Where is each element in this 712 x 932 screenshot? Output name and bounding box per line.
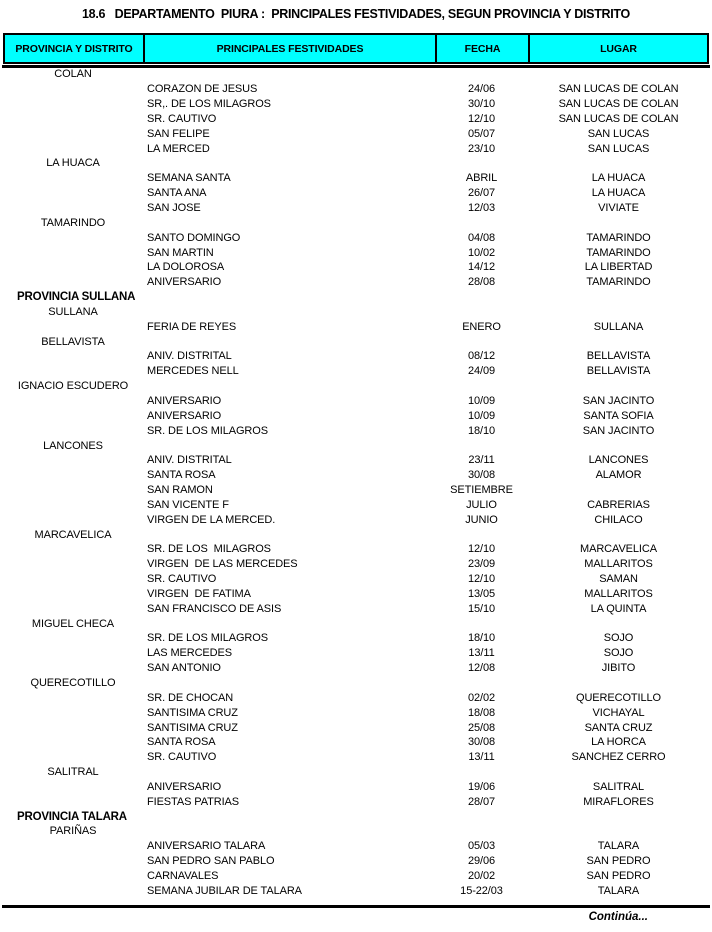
district-label: COLAN xyxy=(54,68,92,81)
cell-fecha: 14/12 xyxy=(467,261,496,274)
table-row xyxy=(3,215,709,230)
district-label: LANCONES xyxy=(43,439,103,452)
cell-lugar: SAN LUCAS DE COLAN xyxy=(558,112,679,125)
cell-festividad: SAN FELIPE xyxy=(147,127,210,140)
table-row xyxy=(3,839,709,854)
cell-festividad: SANTISIMA CRUZ xyxy=(147,706,238,719)
cell-lugar: LA LIBERTAD xyxy=(584,261,653,274)
cell-fecha: 12/10 xyxy=(467,573,496,586)
table-row xyxy=(3,661,709,676)
table-row xyxy=(3,230,709,245)
table-row xyxy=(3,171,709,186)
cell-fecha: 15/10 xyxy=(467,602,496,615)
cell-lugar: VICHAYAL xyxy=(592,706,645,719)
table-row xyxy=(3,379,709,394)
table-row xyxy=(3,394,709,409)
cell-lugar: SAN LUCAS xyxy=(587,127,650,140)
table-row xyxy=(3,349,709,364)
cell-fecha: 19/06 xyxy=(467,780,496,793)
cell-festividad: ANIV. DISTRITAL xyxy=(147,350,232,363)
table-row xyxy=(3,423,709,438)
cell-festividad: SANTO DOMINGO xyxy=(147,231,241,244)
table-row xyxy=(3,824,709,839)
cell-festividad: CARNAVALES xyxy=(147,869,219,882)
column-header-principales-festividades: PRINCIPALES FESTIVIDADES xyxy=(145,35,437,62)
table-row xyxy=(3,408,709,423)
cell-lugar: BELLAVISTA xyxy=(586,350,651,363)
table-row xyxy=(3,780,709,795)
cell-fecha: 13/11 xyxy=(468,751,495,764)
table-row xyxy=(3,869,709,884)
cell-lugar: VIVIATE xyxy=(598,202,639,215)
table-row xyxy=(3,542,709,557)
cell-fecha: 23/10 xyxy=(467,142,496,155)
column-header-lugar: LUGAR xyxy=(600,42,637,55)
table-row xyxy=(3,497,709,512)
cell-festividad: ANIVERSARIO xyxy=(147,780,222,793)
cell-festividad: MERCEDES NELL xyxy=(147,365,239,378)
cell-festividad: SEMANA JUBILAR DE TALARA xyxy=(147,884,302,897)
cell-lugar: LA HUACA xyxy=(591,187,646,200)
table-row xyxy=(3,126,709,141)
table-row xyxy=(3,305,709,320)
cell-lugar: SAN PEDRO xyxy=(586,869,651,882)
table-row xyxy=(3,750,709,765)
cell-fecha: 13/11 xyxy=(468,647,495,660)
cell-festividad: SAN MARTIN xyxy=(147,246,214,259)
cell-lugar: SAN LUCAS xyxy=(587,142,650,155)
cell-festividad: SAN JOSE xyxy=(147,202,201,215)
district-label: SALITRAL xyxy=(47,766,99,779)
cell-lugar: MIRAFLORES xyxy=(583,795,654,808)
district-label: QUERECOTILLO xyxy=(30,677,116,690)
table-row xyxy=(3,290,709,305)
cell-lugar: LA HORCA xyxy=(591,736,646,749)
cell-festividad: SR,. DE LOS MILAGROS xyxy=(147,98,271,111)
cell-festividad: SAN VICENTE F xyxy=(147,498,229,511)
table-row xyxy=(3,67,709,82)
table-row xyxy=(3,483,709,498)
cell-lugar: SAN JACINTO xyxy=(582,424,655,437)
cell-lugar: SAN PEDRO xyxy=(586,855,651,868)
table-row xyxy=(3,156,709,171)
cell-lugar: SAN LUCAS DE COLAN xyxy=(558,83,679,96)
district-label: MARCAVELICA xyxy=(34,528,112,541)
cell-lugar: TALARA xyxy=(597,840,640,853)
cell-lugar: CABRERIAS xyxy=(587,498,650,511)
cell-fecha: 05/03 xyxy=(467,840,496,853)
table-row xyxy=(3,201,709,216)
cell-festividad: LAS MERCEDES xyxy=(147,647,232,660)
cell-festividad: CORAZON DE JESUS xyxy=(147,83,258,96)
cell-lugar: SAMAN xyxy=(599,573,638,586)
cell-festividad: SR. DE LOS MILAGROS xyxy=(147,632,268,645)
cell-festividad: LA MERCED xyxy=(147,142,210,155)
cell-festividad: SEMANA SANTA xyxy=(147,172,231,185)
cell-festividad: SANTA ANA xyxy=(147,187,207,200)
cell-lugar: SULLANA xyxy=(593,320,644,333)
table-row xyxy=(3,616,709,631)
cell-fecha: 18/10 xyxy=(467,424,496,437)
cell-fecha: JUNIO xyxy=(465,513,498,526)
district-label: LA HUACA xyxy=(46,157,100,170)
cell-festividad: VIRGEN DE FATIMA xyxy=(147,587,251,600)
cell-fecha: 29/06 xyxy=(467,855,496,868)
cell-festividad: SAN PEDRO SAN PABLO xyxy=(147,855,275,868)
cell-lugar: SANCHEZ CERRO xyxy=(571,751,666,764)
cell-lugar: SAN JACINTO xyxy=(582,394,655,407)
cell-festividad: SR. CAUTIVO xyxy=(147,751,217,764)
table-row xyxy=(3,676,709,691)
cell-fecha: 13/05 xyxy=(467,587,496,600)
cell-festividad: SANTISIMA CRUZ xyxy=(147,721,238,734)
cell-festividad: SR. DE LOS MILAGROS xyxy=(147,424,268,437)
table-row xyxy=(3,319,709,334)
district-label: SULLANA xyxy=(48,305,98,318)
cell-festividad: ANIVERSARIO TALARA xyxy=(147,840,266,853)
table-row xyxy=(3,587,709,602)
cell-fecha: 30/10 xyxy=(467,98,496,111)
column-header-provincia-distrito: PROVINCIA Y DISTRITO xyxy=(5,35,145,62)
cell-fecha: 24/09 xyxy=(467,365,496,378)
cell-festividad: ANIVERSARIO xyxy=(147,276,222,289)
cell-festividad: SAN ANTONIO xyxy=(147,662,221,675)
table-body xyxy=(3,67,709,898)
cell-fecha: 12/10 xyxy=(467,112,496,125)
cell-festividad: SAN RAMON xyxy=(147,484,213,497)
table-row xyxy=(3,275,709,290)
table-row xyxy=(3,82,709,97)
cell-festividad: SR. CAUTIVO xyxy=(147,112,217,125)
cell-fecha: 28/07 xyxy=(467,795,496,808)
column-header-fecha: FECHA xyxy=(437,35,530,62)
cell-fecha: 02/02 xyxy=(467,691,496,704)
cell-lugar: MARCAVELICA xyxy=(580,543,657,556)
cell-lugar: CHILACO xyxy=(594,513,643,526)
page-title: 18.6 DEPARTAMENTO PIURA : PRINCIPALES FESTIVIDADES, SEGUN PROVINCIA Y DISTRITO xyxy=(82,7,630,21)
cell-lugar: LANCONES xyxy=(588,454,649,467)
district-label: MIGUEL CHECA xyxy=(31,617,115,630)
table-row xyxy=(3,809,709,824)
cell-fecha: 30/08 xyxy=(467,469,496,482)
cell-festividad: SANTA ROSA xyxy=(147,469,216,482)
cell-fecha: 15-22/03 xyxy=(460,884,503,897)
cell-fecha: 28/08 xyxy=(467,276,496,289)
cell-fecha: 04/08 xyxy=(467,231,496,244)
table-row xyxy=(3,601,709,616)
table-row xyxy=(3,468,709,483)
cell-fecha: 08/12 xyxy=(467,350,496,363)
cell-fecha: 26/07 xyxy=(467,187,496,200)
cell-festividad: SR. DE LOS MILAGROS xyxy=(147,543,271,556)
cell-lugar: TAMARINDO xyxy=(586,246,651,259)
cell-fecha: JULIO xyxy=(466,498,497,511)
table-row xyxy=(3,794,709,809)
table-row xyxy=(3,883,709,898)
cell-festividad: SR. DE CHOCAN xyxy=(147,691,234,704)
cell-festividad: ANIVERSARIO xyxy=(147,394,222,407)
cell-lugar: JIBITO xyxy=(601,662,636,675)
province-label: PROVINCIA SULLANA xyxy=(17,291,136,304)
table-row xyxy=(3,854,709,869)
cell-fecha: SETIEMBRE xyxy=(450,484,513,497)
cell-lugar: MALLARITOS xyxy=(584,587,653,600)
table-row xyxy=(3,646,709,661)
cell-fecha: 25/08 xyxy=(467,721,496,734)
cell-fecha: 24/06 xyxy=(467,83,496,96)
cell-fecha: 18/08 xyxy=(467,706,496,719)
table-header-row xyxy=(3,33,709,64)
cell-fecha: ENERO xyxy=(462,320,501,333)
table-row xyxy=(3,631,709,646)
cell-fecha: 23/09 xyxy=(467,558,496,571)
cell-festividad: ANIV. DISTRITAL xyxy=(147,454,232,467)
table-row xyxy=(3,557,709,572)
province-label: PROVINCIA TALARA xyxy=(17,810,127,823)
table-row xyxy=(3,512,709,527)
cell-lugar: TALARA xyxy=(597,884,640,897)
table-row xyxy=(3,260,709,275)
cell-lugar: SAN LUCAS DE COLAN xyxy=(558,98,679,111)
cell-festividad: VIRGEN DE LAS MERCEDES xyxy=(147,558,298,571)
cell-lugar: MALLARITOS xyxy=(584,558,653,571)
table-row xyxy=(3,720,709,735)
cell-lugar: LA QUINTA xyxy=(590,602,647,615)
continues-note: Continúa... xyxy=(588,911,648,923)
table-bottom-line xyxy=(2,905,710,908)
table-row xyxy=(3,527,709,542)
cell-fecha: 05/07 xyxy=(467,127,496,140)
table-row xyxy=(3,572,709,587)
cell-fecha: 10/09 xyxy=(467,409,496,422)
cell-festividad: VIRGEN DE LA MERCED. xyxy=(147,513,276,526)
table-row xyxy=(3,141,709,156)
table-row xyxy=(3,112,709,127)
table-row xyxy=(3,705,709,720)
district-label: TAMARINDO xyxy=(40,216,106,229)
cell-fecha: ABRIL xyxy=(465,172,498,185)
cell-lugar: QUERECOTILLO xyxy=(576,691,661,704)
cell-fecha: 23/11 xyxy=(468,454,495,467)
cell-festividad: SAN FRANCISCO DE ASIS xyxy=(147,602,282,615)
table-row xyxy=(3,186,709,201)
cell-festividad: FERIA DE REYES xyxy=(147,320,237,333)
cell-lugar: SANTA SOFIA xyxy=(583,409,654,422)
district-label: PARIÑAS xyxy=(49,825,97,838)
cell-fecha: 12/10 xyxy=(467,543,496,556)
cell-lugar: LA HUACA xyxy=(591,172,646,185)
cell-lugar: SOJO xyxy=(603,647,634,660)
table-row xyxy=(3,735,709,750)
table-row xyxy=(3,438,709,453)
cell-lugar: TAMARINDO xyxy=(586,276,651,289)
table-row xyxy=(3,453,709,468)
table-row xyxy=(3,364,709,379)
district-label: BELLAVISTA xyxy=(41,335,105,348)
cell-fecha: 10/02 xyxy=(467,246,496,259)
table-row xyxy=(3,765,709,780)
cell-fecha: 12/03 xyxy=(467,202,496,215)
district-label: IGNACIO ESCUDERO xyxy=(17,380,129,393)
cell-lugar: ALAMOR xyxy=(595,469,642,482)
table-row xyxy=(3,690,709,705)
cell-lugar: SOJO xyxy=(603,632,634,645)
cell-festividad: SR. CAUTIVO xyxy=(147,573,217,586)
cell-festividad: ANIVERSARIO xyxy=(147,409,222,422)
cell-lugar: TAMARINDO xyxy=(586,231,651,244)
table-row xyxy=(3,97,709,112)
cell-lugar: SALITRAL xyxy=(592,780,645,793)
cell-fecha: 18/10 xyxy=(467,632,496,645)
cell-lugar: BELLAVISTA xyxy=(586,365,651,378)
cell-fecha: 12/08 xyxy=(467,662,496,675)
cell-festividad: FIESTAS PATRIAS xyxy=(147,795,240,808)
table-row xyxy=(3,334,709,349)
cell-fecha: 10/09 xyxy=(467,394,496,407)
cell-fecha: 30/08 xyxy=(467,736,496,749)
cell-fecha: 20/02 xyxy=(467,869,496,882)
cell-lugar: SANTA CRUZ xyxy=(584,721,653,734)
cell-festividad: SANTA ROSA xyxy=(147,736,216,749)
table-row xyxy=(3,245,709,260)
cell-festividad: LA DOLOROSA xyxy=(147,261,225,274)
